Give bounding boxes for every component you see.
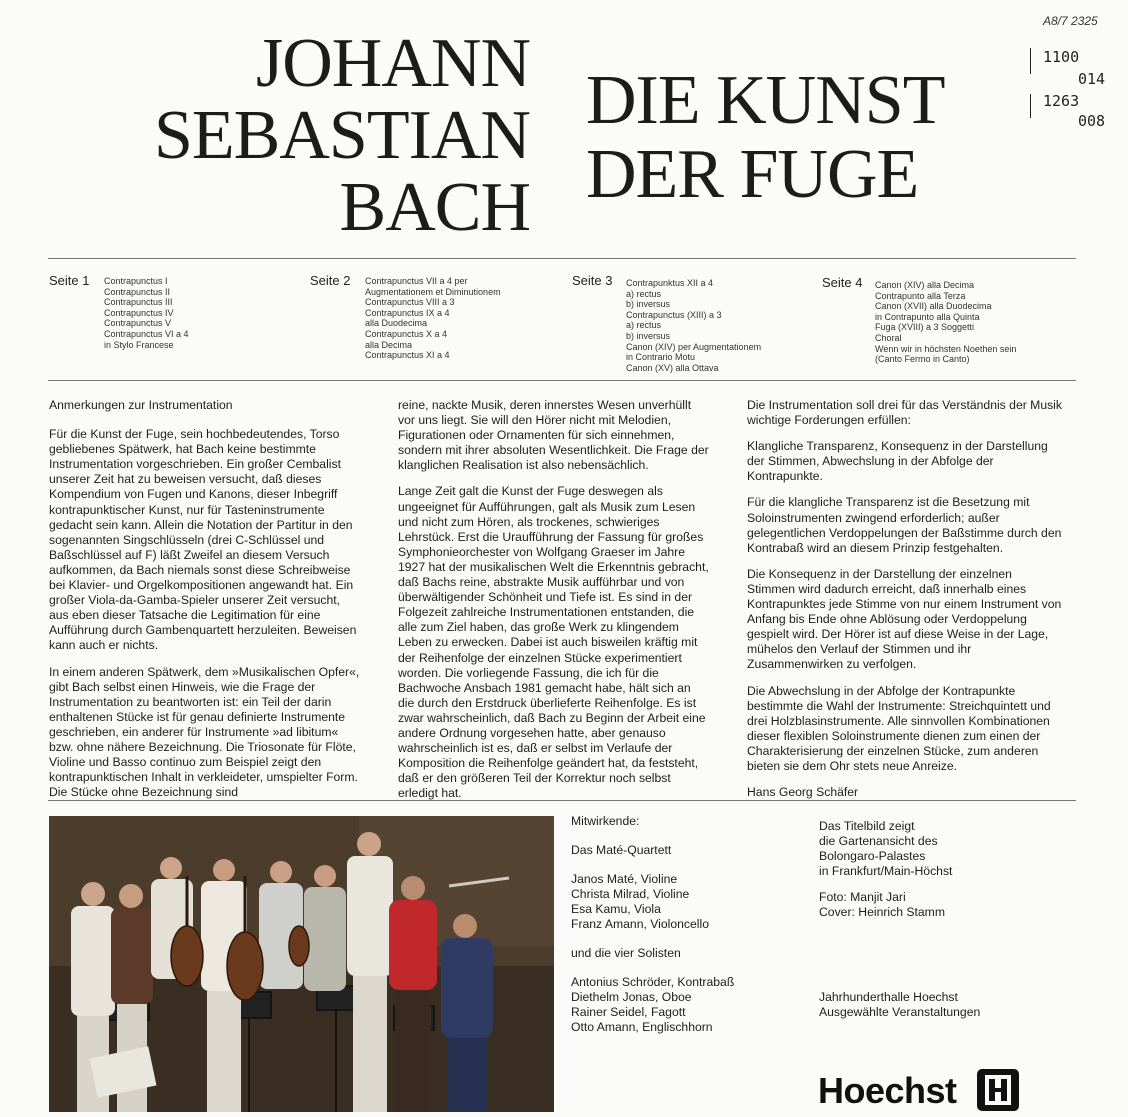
side-1-label: Seite 1	[49, 273, 90, 288]
track-title: a) rectus	[626, 320, 662, 331]
series-line: Ausgewählte Veranstaltungen	[819, 1005, 981, 1019]
notes-paragraph: Für die klangliche Transparenz ist die Besetzung mit Soloinstrumenten zwingend erforderlich; außer gelegentlichen Verdoppelungen der Baßstimme durch den Kontrabaß wird an diesem Prinzip festgehalten.	[747, 495, 1062, 555]
notes-heading: Anmerkungen zur Instrumentation	[49, 398, 233, 412]
notes-paragraph: Klangliche Transparenz, Konsequenz in der Darstellung der Stimmen, Abwechslung in der Abfolge der Kontrapunkte.	[747, 439, 1048, 484]
track-title: Contrapunctus XI a 4	[365, 350, 450, 361]
performer-line: Christa Milrad, Violine	[571, 887, 690, 901]
track-title: Canon (XV) alla Ottava	[626, 362, 719, 373]
track-title: Contrapunctus V	[104, 318, 172, 329]
track-title: Augmentationem et Diminutionem	[365, 286, 501, 297]
track-title: Choral	[875, 332, 902, 343]
track-title: Wenn wir in höchsten Noethen sein	[875, 343, 1017, 354]
performer-line: Rainer Seidel, Fagott	[571, 1005, 686, 1019]
side-2-tracklist	[365, 276, 501, 361]
credit-line: Foto: Manjit Jari	[819, 890, 906, 904]
track-title: Contrapunto alla Terza	[875, 290, 966, 301]
quartet-name: Das Maté-Quartett	[571, 843, 672, 857]
cover-note-line: Bolongaro-Palastes	[819, 849, 926, 863]
work-title-line: DER FUGE	[586, 136, 919, 213]
performer-line: Otto Amann, Englischhorn	[571, 1020, 713, 1034]
track-title: alla Decima	[365, 339, 413, 350]
track-title: in Contrapunto alla Quinta	[875, 311, 980, 322]
track-title: (Canto Fermo in Canto)	[875, 354, 970, 365]
hoechst-tower-icon	[976, 1068, 1020, 1112]
performer-line: Franz Amann, Violoncello	[571, 917, 709, 931]
composer-name	[100, 25, 530, 246]
stamp-mark	[1030, 94, 1031, 118]
track-title: Contrapunctus III	[104, 297, 173, 308]
performers-block	[571, 814, 734, 1035]
track-title: Contrapunctus VII a 4 per	[365, 276, 468, 286]
composer-line: JOHANN	[256, 25, 530, 102]
performer-line: Diethelm Jonas, Oboe	[571, 990, 692, 1004]
track-title: Contrapunctus VI a 4	[104, 328, 189, 339]
track-title: Contrapunctus VIII a 3	[365, 297, 455, 308]
stamp-mark	[1030, 48, 1031, 74]
track-title: Contrapunctus II	[104, 286, 171, 297]
notes-paragraph: In einem anderen Spätwerk, dem »Musikalischen Opfer«, gibt Bach selbst einen Hinweis, wie die Frage der Instrumentation zu beantworten ist: ein Teil der darin enthaltenen Stücke ist für genau definierte Instrumente geschrieben, ein anderer für Instrumente »ad libitum« bzw. ohne nähere Bezeichnung. Die Triosonate für Flöte, Violine und Basso continuo zum Beispiel zeigt den kontrapunktischen Inhalt in verkleideter, umspielter Form. Die Stücke ohne Bezeichnung sind	[49, 664, 360, 800]
notes-author: Hans Georg Schäfer	[747, 785, 859, 800]
side-2-label: Seite 2	[310, 273, 351, 288]
side-1-tracklist	[104, 276, 189, 350]
composer-line: SEBASTIAN	[153, 97, 530, 174]
handwritten-catalog-note: A8/7 2325	[1043, 14, 1098, 28]
tracklist-divider	[48, 380, 1076, 381]
ensemble-photo	[49, 816, 554, 1112]
performers-heading: Mitwirkende:	[571, 814, 640, 828]
composer-line: BACH	[339, 169, 530, 246]
cover-note-line: die Gartenansicht des	[819, 834, 938, 848]
notes-paragraph: reine, nackte Musik, deren innerstes Wesen unverhüllt vor uns liegt. Sie will den Hörer nicht mit Melodien, Figurationen oder Ornamenten für sich einnehmen, sondern mit ihrer absoluten Wesentlichkeit. Die Frage der klanglichen Realisation ist also nebensächlich.	[398, 398, 709, 473]
cover-note	[819, 819, 952, 879]
track-title: in Stylo Francese	[104, 339, 174, 350]
track-title: b) inversus	[626, 299, 671, 310]
performer-line: Antonius Schröder, Kontrabaß	[571, 975, 735, 989]
track-title: Contrapunctus IX a 4	[365, 307, 450, 318]
cover-note-line: in Frankfurt/Main-Höchst	[819, 864, 953, 878]
track-title: b) inversus	[626, 330, 671, 341]
series-note	[819, 990, 980, 1020]
track-title: Canon (XIV) per Augmentationem	[626, 341, 762, 352]
soloists-heading: und die vier Solisten	[571, 946, 681, 960]
track-title: Contrapunctus I	[104, 276, 168, 286]
work-title	[586, 64, 1006, 212]
track-title: Contrapunktus XII a 4	[626, 278, 714, 288]
track-title: in Contrario Motu	[626, 352, 696, 363]
track-title: Contrapunctus IV	[104, 307, 174, 318]
notes-paragraph: Die Instrumentation soll drei für das Verständnis der Musik wichtige Forderungen erfüllen:	[747, 398, 1062, 428]
track-title: Fuga (XVIII) a 3 Soggetti	[875, 322, 975, 333]
side-4-label: Seite 4	[822, 275, 863, 290]
lower-divider	[48, 800, 1076, 801]
track-title: a) rectus	[626, 288, 662, 299]
notes-paragraph: Für die Kunst der Fuge, sein hochbedeutendes, Torso gebliebenes Spätwerk, hat Bach keine bestimmte Instrumentation vorgeschrieben. Ein großer Cembalist unserer Zeit hat zu beweisen versucht, daß dieses Kompendium von Fugen und Kanons, dieser Inbegriff kontrapunktischer Kunst, nur für Tasteninstrumente gedacht sein kann. Allein die Notation der Partitur in den sogenannten Singschlüsseln (drei C-Schlüssel und Baßschlüssel auf F) läßt Zweifel an diesem Versuch aufkommen, da Bach niemals sonst diese Schreibweise bei Klavier- und Orgelkompositionen angewandt hat. Ein großer Viola-da-Gamba-Spieler unserer Zeit versucht, aus eben dieser Tatsache die Legitimation für eine Aufführung durch Gambenquartett herzuleiten. Beweisen kann auch er nichts.	[49, 427, 357, 653]
notes-column-3	[747, 398, 1063, 811]
notes-column-2	[398, 398, 710, 812]
notes-paragraph: Die Abwechslung in der Abfolge der Kontrapunkte bestimmte die Wahl der Instrumente: Streichquintett und drei Holzblasinstrumente. Alle sinnvollen Kombinationen dieser flexiblen Soloinstrumente dienen zum einen der Charakterisierung der einzelnen Stücke, zum anderen bieten sie dem Ohr stets neue Anreize.	[747, 683, 1051, 773]
notes-paragraph: Die Konsequenz in der Darstellung der einzelnen Stimmen wird dadurch erreicht, daß innerhalb eines Kontrapunktes jede Stimme von nur einem Instrument von Anfang bis Ende ohne Ablösung oder Verdoppelung gespielt wird. Der Hörer ist auf diese Weise in der Lage, mühelos den Verlauf der Stimmen und ihr Zusammenwirken zu verfolgen.	[747, 566, 1062, 672]
track-title: alla Duodecima	[365, 318, 428, 329]
catalog-stamp-line: 1100	[1043, 48, 1080, 66]
track-title: Canon (XIV) alla Decima	[875, 280, 975, 290]
catalog-stamp-line: 1263	[1043, 92, 1080, 110]
side-3-label: Seite 3	[572, 273, 613, 288]
catalog-stamp-line: 014	[1078, 70, 1106, 88]
series-line: Jahrhunderthalle Hoechst	[819, 990, 958, 1004]
cover-note-line: Das Titelbild zeigt	[819, 819, 915, 833]
header-divider	[48, 258, 1076, 259]
notes-paragraph: Lange Zeit galt die Kunst der Fuge deswegen als ungeeignet für Aufführungen, galt als Musik zum Lesen und nicht zum Hören, als trockenes, schwieriges Lehrstück. Erst die Uraufführung der Fassung für großes Symphonieorchester von Wolfgang Graeser im Jahre 1927 hat der musikalischen Welt die Erkenntnis gebracht, daß Bachs reine, abstrakte Musik aufführbar und von überwältigender Schönheit und Tiefe ist. Es sind in der Folgezeit zahlreiche Instrumentationen entstanden, die alle zum Ziel haben, das große Werk zu klingendem Leben zu erwecken. Dabei ist auch bisweilen kräftig mit der Reihenfolge der einzelnen Stücke experimentiert worden. Die vorliegende Fassung, die ich für die Bachwoche Ansbach 1981 gemacht habe, hält sich an die durch den Erstdruck überlieferte Reihenfolge. Es ist zwar wahrscheinlich, daß Bach zu Beginn der Arbeit eine andere Ordnung vorgesehen hatte, aber genauso wahrscheinlich ist es, daß er selbst im Verlaufe der Komposition die Reihenfolge geändert hat, da feststeht, daß er den größeren Teil der Korrektur noch selbst erledigt hat.	[398, 484, 709, 801]
photo-credit	[819, 890, 945, 920]
hoechst-logo-wordmark: Hoechst	[818, 1070, 957, 1111]
work-title-line: DIE KUNST	[586, 62, 945, 139]
credit-line: Cover: Heinrich Stamm	[819, 905, 945, 919]
track-title: Contrapunctus X a 4	[365, 328, 448, 339]
track-title: Contrapunctus (XIII) a 3	[626, 309, 722, 320]
notes-column-1	[49, 398, 361, 811]
performer-line: Janos Maté, Violine	[571, 872, 678, 886]
side-4-tracklist	[875, 280, 1016, 365]
track-title: Canon (XVII) alla Duodecima	[875, 301, 992, 312]
performer-line: Esa Kamu, Viola	[571, 902, 661, 916]
side-3-tracklist	[626, 278, 761, 373]
catalog-stamp-line: 008	[1078, 112, 1106, 130]
